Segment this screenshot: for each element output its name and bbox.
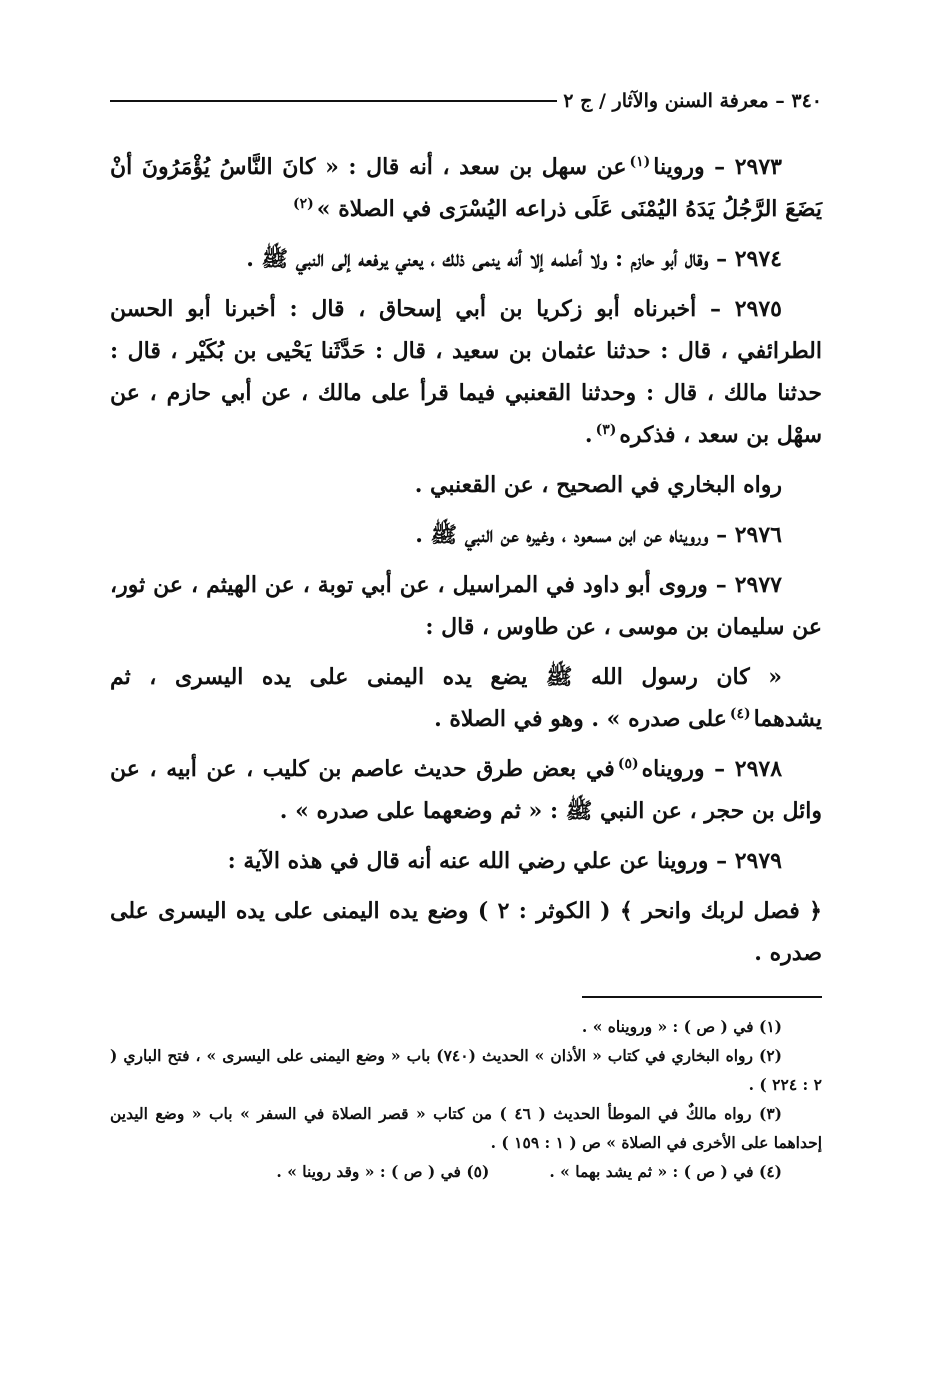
hadith-2978: ٢٩٧٨ – ورويناه$^{(٥)}$في بعض طرق حديث عاصم بن كليب ، عن أبيه ، عن وائل بن حجر ، عن النبي ﷺ : « ثم وضعهما على صدره » . (110, 755, 822, 824)
bukhari-note: رواه البخاري في الصحيح ، عن القعنبي . (414, 472, 782, 498)
book-page (110, 86, 822, 1356)
footnote-ref: (١) (629, 153, 651, 170)
footnotes (110, 1012, 822, 1186)
book-title: معرفة السنن والآثار / ج ٢ (563, 90, 769, 112)
footnote-3: (٣) رواه مالكٌ في الموطأ الحديث ( ٤٦ ) من كتاب « قصر الصلاة في السفر » باب « وضع اليدين إحداهما على الأخرى في الصلاة » ص ( ١ : ١٥٩ ) . (110, 1104, 822, 1152)
hadith-2977: ٢٩٧٧ – وروى أبو داود في المراسيل ، عن أبي توبة ، عن الهيثم ، عن ثور، عن سليمان بن موسى ، عن طاوس ، قال : (110, 572, 822, 640)
hadith-2976: ٢٩٧٦ – ورويناه عن ابن مسعود ، وغيره عن النبي ﷺ . (415, 522, 782, 548)
running-header (110, 86, 822, 116)
footnote-1: (١) في ( ص ) : « ورويناه » . (581, 1017, 782, 1036)
footnote-5: (٥) في ( ص ) : « وقد روينا » . (276, 1162, 490, 1181)
footnotes-4-5 (110, 1157, 822, 1186)
footnote-2: (٢) رواه البخاري في كتاب « الأذان » الحديث (٧٤٠) باب « وضع اليمنى على اليسرى » ، فتح الباري ( ٢ : ٢٢٤ ) . (110, 1046, 822, 1094)
header-separator: – (768, 90, 792, 112)
page-number: ٣٤٠ (791, 90, 822, 112)
header-rule (110, 100, 557, 102)
footnote-ref: (٣) (595, 421, 617, 438)
footnote-ref: (٢) (293, 195, 314, 212)
footnote-rule (582, 996, 822, 998)
footnote-ref: (٥) (617, 755, 639, 772)
hadith-2974: ٢٩٧٤ – وقال أبو حازم : ولا أعلمه إلا أنه ينمى ذلك ، يعني يرفعه إلى النبي ﷺ . (246, 246, 782, 272)
hadith-2979: ٢٩٧٩ – وروينا عن علي رضي الله عنه أنه قال في هذه الآية : (227, 848, 782, 874)
hadith-2975: ٢٩٧٥ – أخبرناه أبو زكريا بن أبي إسحاق ، قال : أخبرنا أبو الحسن الطرائفي ، قال : حدثنا عثمان بن سعيد ، قال : حَدَّثَنا يَحْيى بن بُكَيْر ، قال : حدثنا مالك ، قال : وحدثنا القعنبي فيما قرأ على مالك ، عن أبي حازم ، عن سهْل بن سعد ، فذكره$^{(٣)}$. (110, 296, 822, 448)
footnote-4: (٤) في ( ص ) : « ثم يشد بهما » . (549, 1162, 782, 1181)
footnote-ref: (٤) (729, 705, 751, 722)
quoted-narration: « كان رسول الله ﷺ يضع يده اليمنى على يده اليسرى ، ثم يشدهما$^{(٤)}$على صدره » . وهو في الصلاة . (110, 664, 822, 732)
hadith-2973: ٢٩٧٣ – وروينا$^{(١)}$عن سهل بن سعد ، أنه قال : « كانَ النَّاسُ يُؤْمَرُونَ أنْ يَضَعَ الرَّجُلُ يَدَهُ اليُمْنَى عَلَى ذراعه اليُسْرَى في الصلاة »$^{(٢)}$ (110, 153, 822, 222)
quran-verse-paragraph: ﴿ فصل لربك وانحر ﴾ ( الكوثر : ٢ ) وضع يده اليمنى على يده اليسرى على صدره . (110, 898, 823, 966)
main-text (110, 146, 822, 974)
